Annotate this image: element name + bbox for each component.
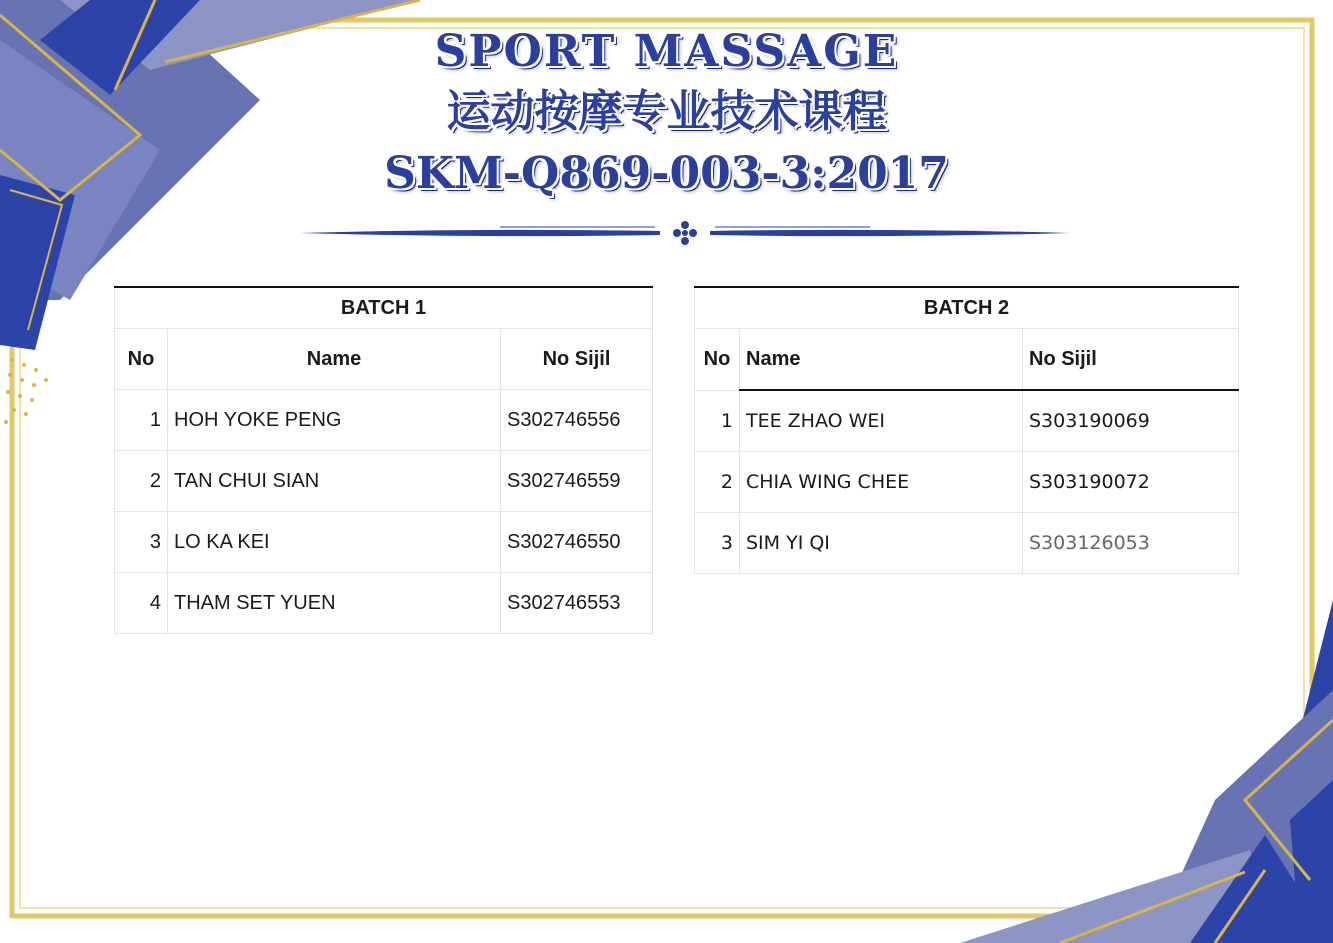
row-no: 3 bbox=[695, 513, 740, 574]
batch-2-title: BATCH 2 bbox=[695, 287, 1239, 329]
header-no: No bbox=[695, 329, 740, 391]
row-no: 3 bbox=[115, 512, 168, 573]
row-name: LO KA KEI bbox=[168, 512, 501, 573]
row-no: 4 bbox=[115, 573, 168, 634]
header-name: Name bbox=[168, 329, 501, 390]
course-code: SKM-Q869-003-3:2017 bbox=[384, 148, 949, 199]
table-row bbox=[115, 573, 653, 634]
table-row bbox=[115, 512, 653, 573]
row-cert: S303190069 bbox=[1023, 390, 1239, 452]
course-title: SPORT MASSAGE bbox=[434, 26, 899, 77]
row-cert: S302746550 bbox=[501, 512, 653, 573]
header-name: Name bbox=[740, 329, 1023, 391]
row-no: 2 bbox=[115, 451, 168, 512]
row-cert: S302746556 bbox=[501, 390, 653, 451]
header-no: No bbox=[115, 329, 168, 390]
row-cert: S303126053 bbox=[1023, 513, 1239, 574]
row-no: 1 bbox=[695, 390, 740, 452]
row-name: SIM YI QI bbox=[740, 513, 1023, 574]
row-cert: S302746553 bbox=[501, 573, 653, 634]
batch-1-table bbox=[114, 286, 653, 634]
header-cert: No Sijil bbox=[1023, 329, 1239, 391]
table-row bbox=[115, 390, 653, 451]
ornament-divider bbox=[300, 218, 1070, 248]
row-name: HOH YOKE PENG bbox=[168, 390, 501, 451]
batch-1-title: BATCH 1 bbox=[115, 287, 653, 329]
row-cert: S303190072 bbox=[1023, 452, 1239, 513]
row-name: TAN CHUI SIAN bbox=[168, 451, 501, 512]
row-no: 1 bbox=[115, 390, 168, 451]
table-row bbox=[695, 452, 1239, 513]
batch-2-table bbox=[694, 286, 1239, 574]
table-row bbox=[695, 513, 1239, 574]
table-row bbox=[115, 451, 653, 512]
row-name: CHIA WING CHEE bbox=[740, 452, 1023, 513]
row-name: TEE ZHAO WEI bbox=[740, 390, 1023, 452]
row-no: 2 bbox=[695, 452, 740, 513]
row-name: THAM SET YUEN bbox=[168, 573, 501, 634]
table-row bbox=[695, 390, 1239, 452]
row-cert: S302746559 bbox=[501, 451, 653, 512]
course-title-chinese: 运动按摩专业技术课程 bbox=[446, 86, 887, 137]
title-block bbox=[0, 26, 1333, 199]
header-cert: No Sijil bbox=[501, 329, 653, 390]
